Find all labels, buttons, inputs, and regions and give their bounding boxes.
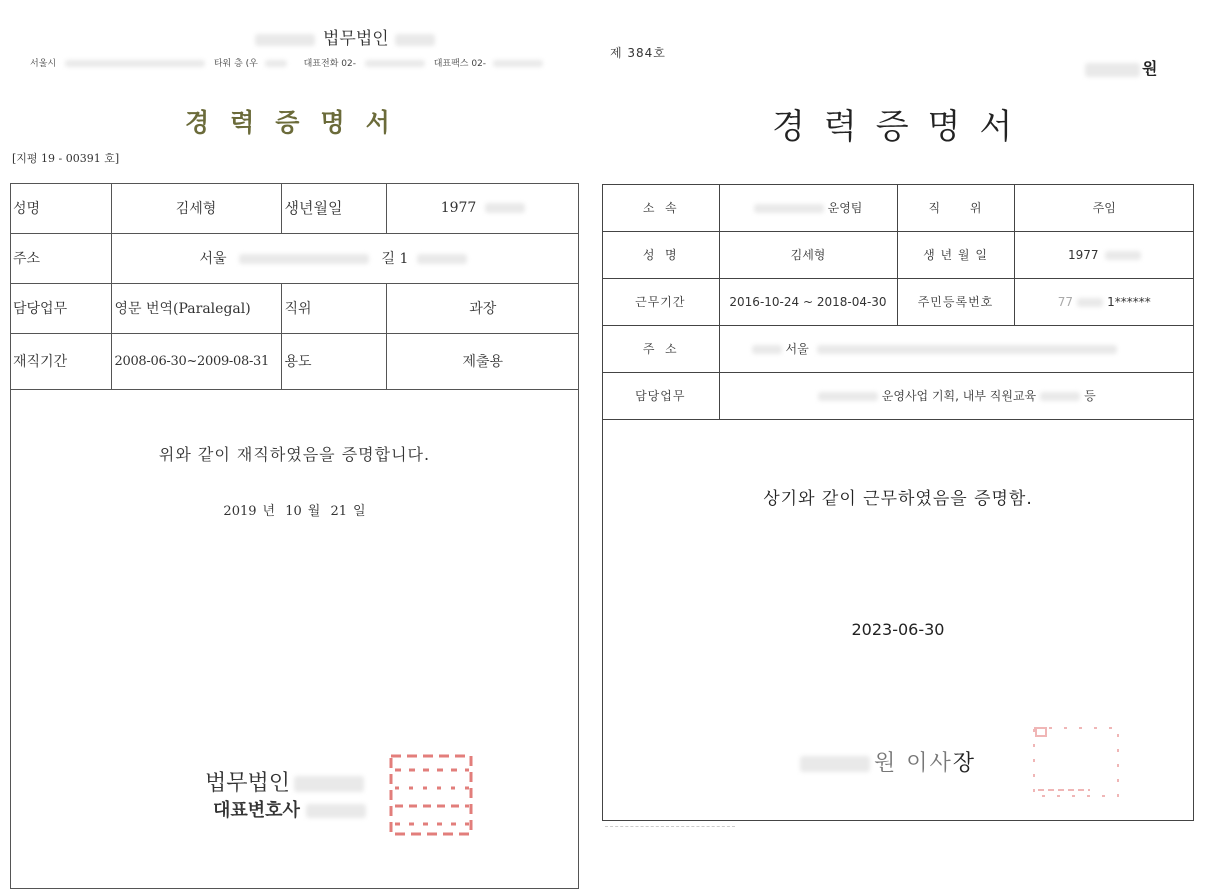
employment-statement: 위와 같이 재직하였음을 증명합니다. (158, 445, 431, 464)
address-label-right: 주 소 (602, 325, 719, 372)
signature-rep-text: 대표변호사 (213, 800, 300, 821)
address-cell (111, 233, 579, 283)
redacted-block (752, 345, 782, 354)
birth-value-right: 1977 (1067, 247, 1099, 262)
period-value-right: 2016-10-24 ~ 2018-04-30 (719, 278, 897, 325)
dept-cell (719, 184, 897, 231)
signature-representative (213, 796, 366, 822)
official-seal-icon (385, 752, 477, 838)
name-label: 성명 (10, 183, 111, 233)
redacted-block (1105, 251, 1141, 260)
footer-divider (605, 826, 735, 827)
certificate-title-right: 경력증명서 (772, 107, 1032, 147)
table-row (10, 333, 579, 389)
redacted-block (417, 254, 467, 264)
duty-cell-right (719, 372, 1194, 419)
period-value: 2008-06-30~2009-08-31 (111, 333, 281, 389)
table-row (10, 283, 579, 333)
signature-firm-text: 법무법인 (205, 771, 291, 796)
birth-label: 생년월일 (281, 183, 386, 233)
issuer-signature (800, 746, 976, 777)
employee-info-table (10, 183, 579, 390)
birth-cell-right (1014, 231, 1194, 278)
signature-firm (205, 766, 364, 797)
rrn-label: 주민등록번호 (897, 278, 1014, 325)
redacted-block (306, 804, 366, 818)
redacted-block (365, 60, 425, 67)
purpose-label: 용도 (281, 333, 386, 389)
rrn-cell (1014, 278, 1194, 325)
redacted-block (239, 254, 369, 264)
rrn-prefix: 77 (1057, 294, 1074, 309)
issuer-last-char: 장 (952, 751, 977, 776)
fax-label: 대표팩스 02- (433, 59, 487, 69)
table-row (10, 183, 579, 233)
official-seal-icon-right (1030, 724, 1122, 800)
address-cell-right (719, 325, 1194, 372)
address-building: 타워 층 (우 (213, 59, 258, 69)
date-day-unit: 일 (353, 504, 366, 519)
redacted-block (255, 34, 315, 46)
address-tail: 길 1 (381, 251, 409, 267)
firm-name-text: 법무법인 (323, 29, 389, 49)
phone-label: 대표전화 02- (303, 59, 356, 69)
purpose-value: 제출용 (386, 333, 579, 389)
redacted-block (294, 776, 364, 792)
position-value: 과장 (386, 283, 579, 333)
issuer-faded-text: 원 (874, 751, 898, 776)
date-year: 2019 (223, 504, 257, 519)
redacted-block (817, 345, 1117, 354)
date-month: 10 (285, 504, 302, 519)
table-row (602, 278, 1194, 325)
duty-label-right: 담당업무 (602, 372, 719, 419)
certificate-title: 경력증명서 (185, 108, 411, 137)
birth-label-right: 생 년 월 일 (897, 231, 1014, 278)
date-month-unit: 월 (307, 504, 321, 519)
name-value: 김세형 (111, 183, 281, 233)
date-day: 21 (330, 504, 348, 519)
duty-value-right: 운영사업 기획, 내부 직원교육 (881, 389, 1037, 403)
date-year-unit: 년 (262, 504, 276, 519)
issue-date (10, 500, 579, 519)
reference-number: [지평 19 - 00391 호] (12, 152, 120, 165)
employee-info-table-right (602, 184, 1194, 420)
duty-tail-right: 등 (1084, 389, 1096, 403)
redacted-block (1077, 298, 1103, 307)
issue-date-right: 2023-06-30 (851, 620, 945, 639)
redacted-block (818, 392, 878, 401)
table-row (602, 231, 1194, 278)
redacted-block (485, 203, 525, 213)
dept-label: 소 속 (602, 184, 719, 231)
redacted-block (754, 204, 824, 213)
period-label: 재직기간 (10, 333, 111, 389)
address-value-right: 서울 (785, 342, 809, 356)
redacted-block (265, 60, 287, 67)
issuer-header-text: 원 (1142, 59, 1158, 78)
redacted-block (800, 756, 870, 772)
table-row (602, 372, 1194, 419)
issuer-role-text: 이사 (906, 751, 953, 776)
position-label: 직위 (281, 283, 386, 333)
firm-name-header (255, 24, 435, 49)
table-row (602, 184, 1194, 231)
period-label-right: 근무기간 (602, 278, 719, 325)
rrn-value: 1****** (1107, 294, 1151, 309)
address-value: 서울 (199, 251, 227, 267)
address-label: 주소 (10, 233, 111, 283)
name-value-right: 김세형 (719, 231, 897, 278)
firm-address-line (30, 56, 543, 69)
name-label-right: 성 명 (602, 231, 719, 278)
birth-value: 1977 (440, 199, 477, 216)
address-prefix: 서울시 (30, 59, 57, 69)
left-certificate (0, 0, 590, 896)
issuer-header (1085, 56, 1157, 79)
redacted-block (1040, 392, 1080, 401)
redacted-block (493, 60, 543, 67)
position-value-right: 주임 (1014, 184, 1194, 231)
dept-value: 운영팀 (827, 200, 863, 215)
document-number: 제 384호 (610, 46, 666, 60)
redacted-block (1085, 63, 1140, 77)
duty-label: 담당업무 (10, 283, 111, 333)
position-label-right: 직 위 (897, 184, 1014, 231)
birth-cell (386, 183, 579, 233)
redacted-block (65, 60, 205, 67)
table-row (10, 233, 579, 283)
redacted-block (395, 34, 435, 46)
table-row (602, 325, 1194, 372)
employment-statement-right: 상기와 같이 근무하였음을 증명함. (763, 489, 1033, 509)
duty-value: 영문 번역(Paralegal) (111, 283, 281, 333)
